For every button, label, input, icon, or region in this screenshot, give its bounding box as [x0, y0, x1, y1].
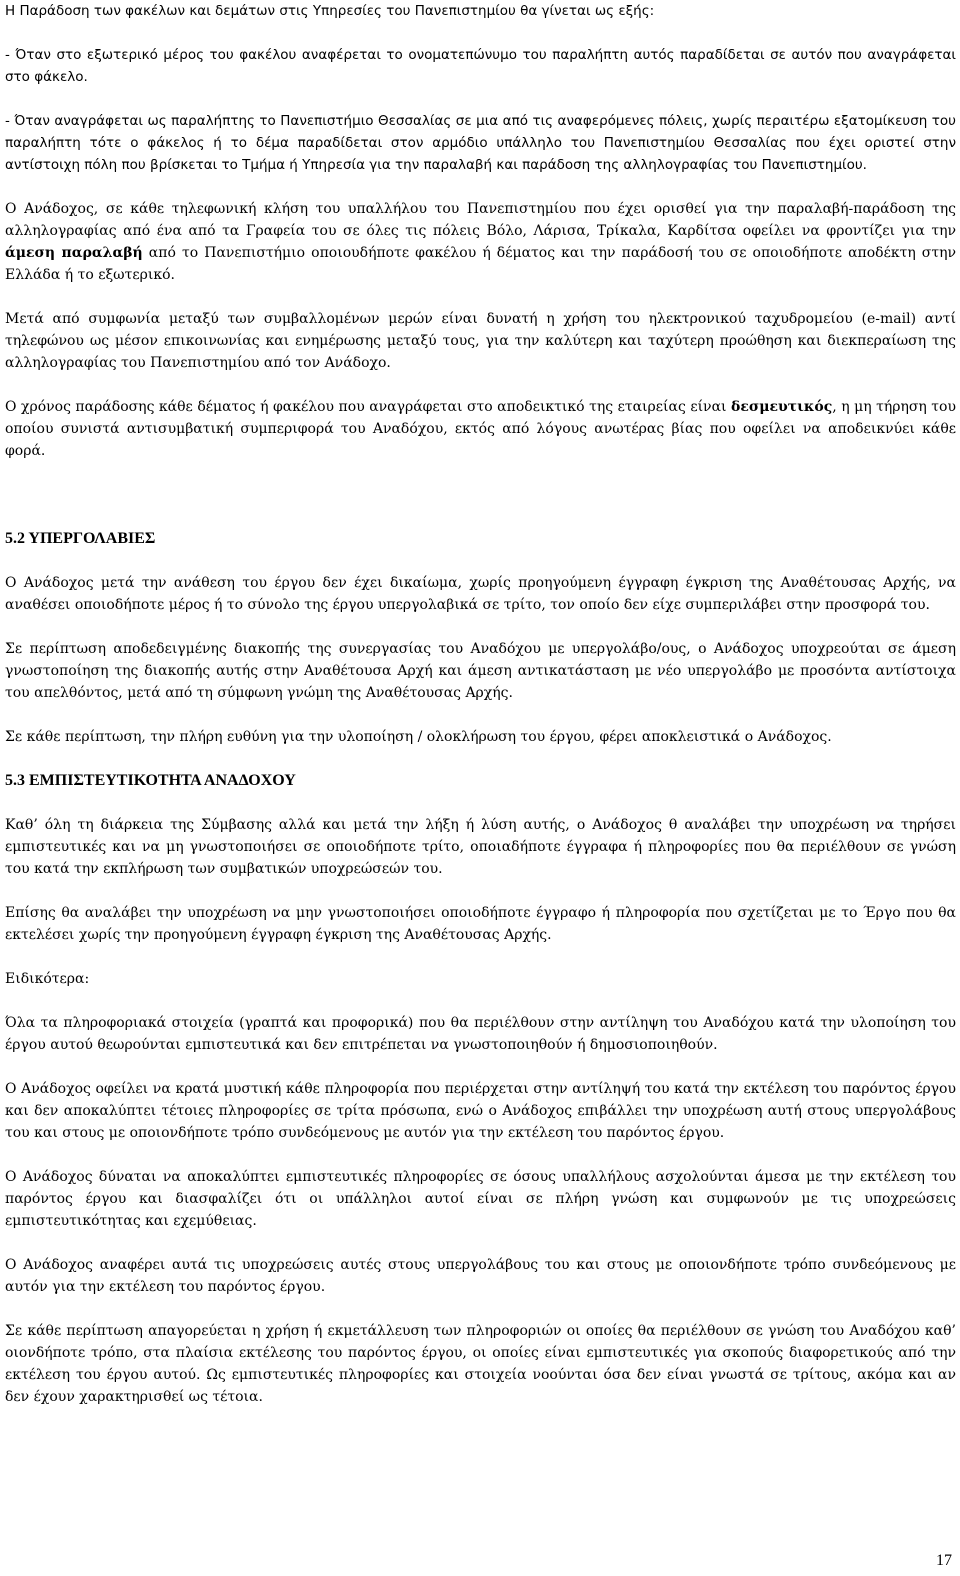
document-page: [5, 0, 956, 1408]
section-53-paragraph-1: Καθ’ όλη τη διάρκεια της Σύμβασης αλλά και μετά την λήξη ή λύση αυτής, ο Ανάδοχος θ αναλάβει την υποχρέωση να τηρήσει εμπιστευτικές και να μη γνωστοποιήσει σε οποιοδήποτε τρίτο, οποιαδήποτε έγγραφα ή πληροφορίες που θα περιέλθουν σε γνώση του κατά την εκπλήρωση των συμβατικών υποχρεώσεών του.: [5, 817, 956, 877]
section-53-heading: 5.3 ΕΜΠΙΣΤΕΥΤΙΚΟΤΗΤΑ ΑΝΑΔΟΧΟΥ: [5, 772, 296, 789]
section-53-paragraph-2: Επίσης θα αναλάβει την υποχρέωση να μην γνωστοποιήσει οποιοδήποτε έγγραφο ή πληροφορία που σχετίζεται με το Έργο που θα εκτελέσει χωρίς την προηγούμενη έγγραφη έγκριση της Αναθέτουσας Αρχής.: [5, 905, 956, 943]
section-53-paragraph-8: Σε κάθε περίπτωση απαγορεύεται η χρήση ή εκμετάλλευση των πληροφοριών οι οποίες θα περιέλθουν σε γνώση του Αναδόχου καθ’ οιονδήποτε τρόπο, στα πλαίσια εκτέλεσης του παρόντος έργου, οι οποίες είναι εμπιστευτικές για σκοπούς διαφορετικούς από την εκτέλεση του έργου αυτού. Ως εμπιστευτικές πληροφορίες και στοιχεία νοούνται όσα δεν είναι γνωστά σε τρίτους, ακόμα και αν δεν έχουν χαρακτηρισθεί ως τέτοια.: [5, 1323, 956, 1405]
contractor-call-paragraph: [5, 198, 956, 286]
intro-item-2: - Όταν αναγράφεται ως παραλήπτης το Πανεπιστήμιο Θεσσαλίας σε μια από τις αναφερόμενες πόλεις, χωρίς περαιτέρω εξατομίκευση του παραλήπτη τότε ο φάκελος ή το δέμα παραδίδεται στον αρμόδιο υπάλληλο του Πανεπιστημίου Θεσσαλίας που έχει οριστεί στην αντίστοιχη πόλη που βρίσκεται το Τμήμα ή Υπηρεσία για την παραλαβή και παράδοση της αλληλογραφίας του Πανεπιστημίου.: [5, 113, 956, 173]
delivery-time-bold: δεσμευτικός: [731, 399, 833, 415]
contractor-call-text-after: από το Πανεπιστήμιο οποιουδήποτε φακέλου ή δέματος και την παράδοσή του σε οποιοδήποτε αποδέκτη στην Ελλάδα ή το εξωτερικό.: [5, 245, 957, 283]
page-number: 17: [936, 1552, 952, 1569]
section-52-heading: 5.2 ΥΠΕΡΓΟΛΑΒΙΕΣ: [5, 530, 156, 547]
contractor-call-bold: άμεση παραλαβή: [5, 245, 143, 261]
section-52-paragraph-2: Σε περίπτωση αποδεδειγμένης διακοπής της συνεργασίας του Αναδόχου με υπεργολάβο/ους, ο Ανάδοχος υποχρεούται σε άμεση γνωστοποίηση της διακοπής αυτής στην Αναθέτουσα Αρχή και άμεση αντικατάσταση με νέο υπεργολάβο με προσόντα αντίστοιχα του απελθόντος, μετά από τη σύμφωνη γνώμη της Αναθέτουσας Αρχής.: [5, 641, 956, 701]
intro-lead: Η Παράδοση των φακέλων και δεμάτων στις Υπηρεσίες του Πανεπιστημίου θα γίνεται ως εξής:: [5, 3, 655, 19]
section-53-paragraph-3: Ειδικότερα:: [5, 971, 90, 987]
delivery-time-text-before: Ο χρόνος παράδοσης κάθε δέματος ή φακέλου που αναγράφεται στο αποδεικτικό της εταιρείας είναι: [5, 399, 732, 415]
contractor-call-text-before: Ο Ανάδοχος, σε κάθε τηλεφωνική κλήση του υπαλλήλου του Πανεπιστημίου που έχει ορισθεί για την παραλαβή-παράδοση της αλληλογραφίας από ένα από τα Γραφεία του σε όλες τις πόλεις Βόλο, Λάρισα, Τρίκαλα, Καρδίτσα οφείλει να φροντίζει για την: [5, 201, 956, 239]
section-53-paragraph-5: Ο Ανάδοχος οφείλει να κρατά μυστική κάθε πληροφορία που περιέρχεται στην αντίληψή του κατά την εκτέλεση του παρόντος έργου και δεν αποκαλύπτει τέτοιες πληροφορίες σε τρίτα πρόσωπα, ενώ ο Ανάδοχος επιβάλλει την υποχρέωση αυτή στους υπεργολάβους του και στους με οποιονδήποτε τρόπο συνδεόμενους με αυτόν για την εκτέλεση του παρόντος έργου.: [5, 1081, 956, 1141]
section-52-paragraph-3: Σε κάθε περίπτωση, την πλήρη ευθύνη για την υλοποίηση / ολοκλήρωση του έργου, φέρει αποκλειστικά ο Ανάδοχος.: [5, 729, 832, 745]
delivery-time-text-after: , η μη τήρηση του οποίου συνιστά αντισυμβατική συμπεριφορά του Αναδόχου, εκτός από λόγους ανωτέρας βίας που οφείλει να αποδεικνύει κάθε φορά.: [5, 399, 956, 459]
section-53-paragraph-4: Όλα τα πληροφοριακά στοιχεία (γραπτά και προφορικά) που θα περιέλθουν στην αντίληψη του Αναδόχου κατά την υλοποίηση του έργου αυτού θεωρούνται εμπιστευτικά και δεν επιτρέπεται να γνωστοποιηθούν ή δημοσιοποιηθούν.: [5, 1015, 956, 1053]
intro-item-1: - Όταν στο εξωτερικό μέρος του φακέλου αναφέρεται το ονοματεπώνυμο του παραλήπτη αυτός παραδίδεται σε αυτόν που αναγράφεται στο φάκελο.: [5, 47, 956, 85]
section-53-paragraph-6: Ο Ανάδοχος δύναται να αποκαλύπτει εμπιστευτικές πληροφορίες σε όσους υπαλλήλους ασχολούνται άμεσα με την εκτέλεση του παρόντος έργου και διασφαλίζει ότι οι υπάλληλοι αυτοί είναι σε πλήρη γνώση και συμφωνούν με τις υποχρεώσεις εμπιστευτικότητας και εχεμύθειας.: [5, 1169, 956, 1229]
section-53-paragraph-7: Ο Ανάδοχος αναφέρει αυτά τις υποχρεώσεις αυτές στους υπεργολάβους του και στους με οποιονδήποτε τρόπο συνδεόμενους με αυτόν για την εκτέλεση του παρόντος έργου.: [5, 1257, 956, 1295]
email-paragraph: Μετά από συμφωνία μεταξύ των συμβαλλομένων μερών είναι δυνατή η χρήση του ηλεκτρονικού ταχυδρομείου (e-mail) αντί τηλεφώνου ως μέσον επικοινωνίας και ενημέρωσης μεταξύ τους, για την καλύτερη και ταχύτερη προώθηση και διεκπεραίωση της αλληλογραφίας του Πανεπιστημίου από τον Ανάδοχο.: [5, 311, 956, 371]
delivery-time-paragraph: [5, 396, 956, 462]
section-52-paragraph-1: Ο Ανάδοχος μετά την ανάθεση του έργου δεν έχει δικαίωμα, χωρίς προηγούμενη έγγραφη έγκριση της Αναθέτουσας Αρχής, να αναθέσει οποιοδήποτε μέρος ή το σύνολο της έργου υπεργολαβικά σε τρίτο, τον οποίο δεν είχε συμπεριλάβει στην προσφορά του.: [5, 575, 956, 613]
